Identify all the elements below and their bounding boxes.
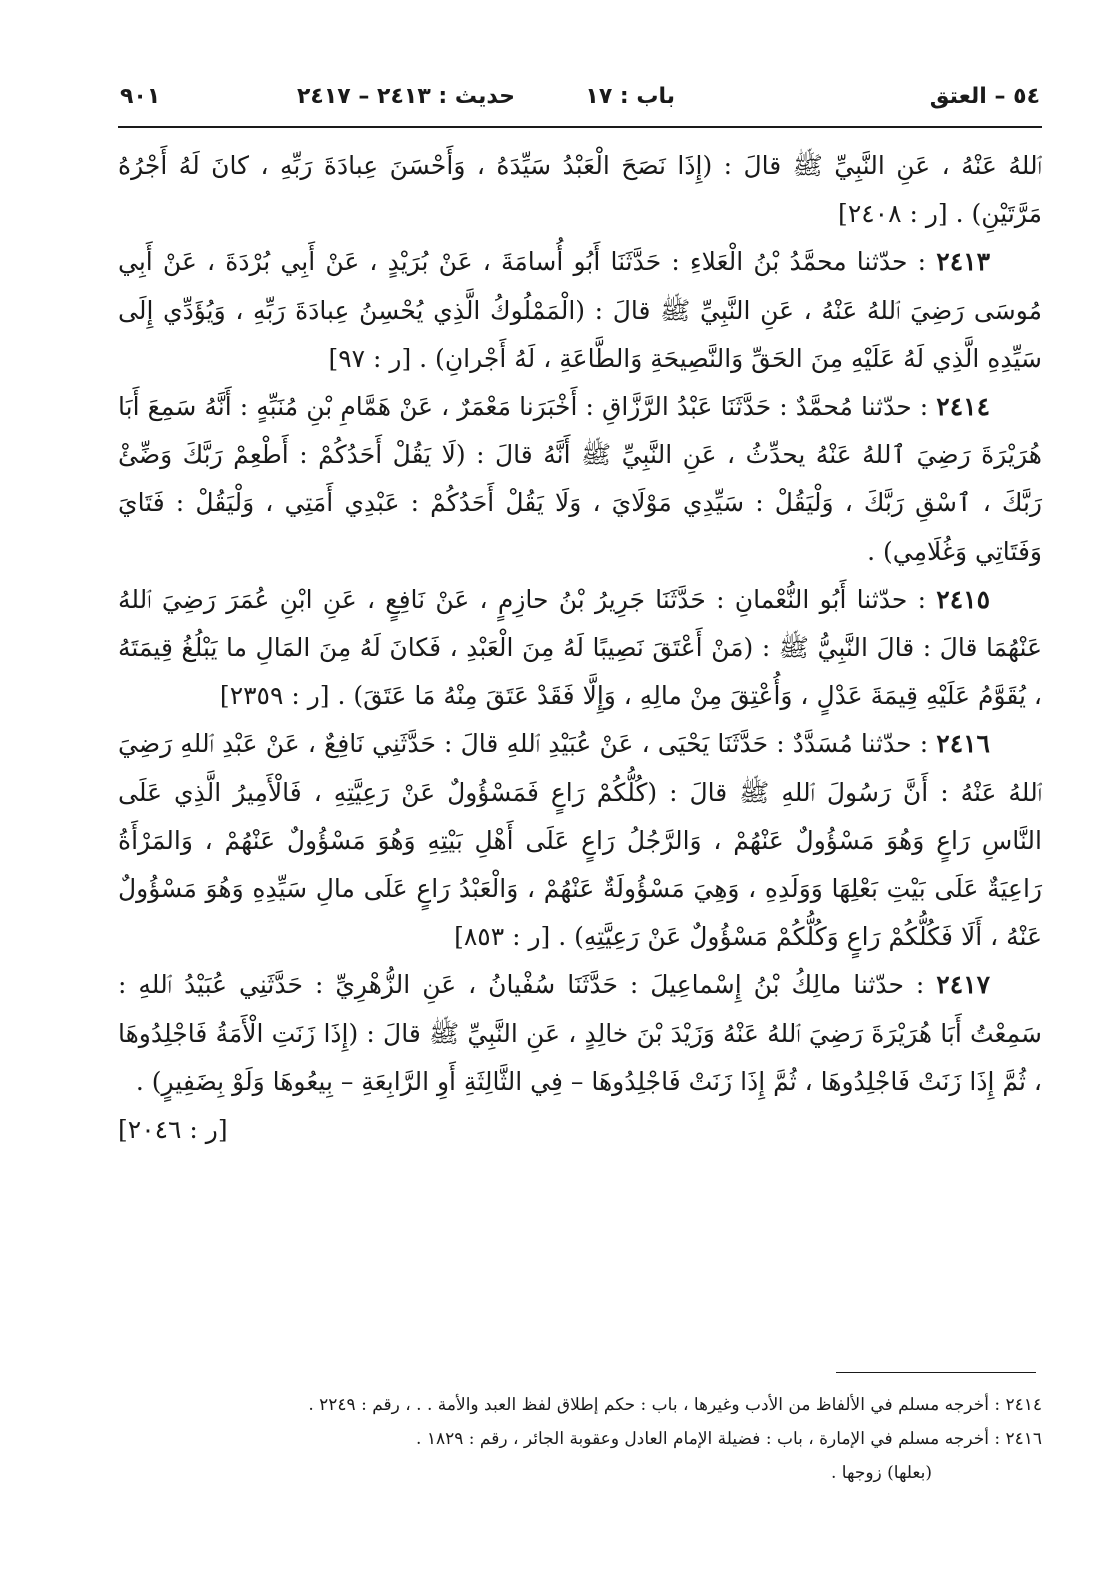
footnote-gloss: (بعلها) زوجها .	[831, 1463, 932, 1483]
footnote-2414: ٢٤١٤ : أخرجه مسلم في الألفاظ من الأدب وغيرها ، باب : حكم إطلاق لفظ العبد والأمة . . ، رقم : ٢٢٤٩ .	[308, 1395, 1042, 1415]
hadith-text: حدّثنا مالِكُ بْنُ إِسْماعِيلَ : حَدَّثَنَا سُفْيانُ ، عَنِ الزُّهْرِيِّ : حَدَّثَنِي عُبَيْدُ ٱللهِ : سَمِعْتُ أَبَا هُرَيْرَةَ رَضِيَ ٱللهُ عَنْهُ وَزَيْدَ بْنَ خالِدٍ ، عَنِ النَّبِيِّ ﷺ قالَ : (إِذَا زَنَتِ الْأَمَةُ فَاجْلِدُوهَا ، ثُمَّ إِذَا زَنَتْ فَاجْلِدُوهَا ، ثُمَّ إِذَا زَنَتْ فَاجْلِدُوهَا – فِي الثَّالِثَةِ أَوِ الرَّابِعَةِ – بِيعُوهَا وَلَوْ بِضَفِيرٍ) .	[118, 970, 1042, 1096]
page-header	[120, 78, 1040, 118]
hadith-2417-reference: [ر : ٢٠٤٦]	[118, 1115, 228, 1145]
header-divider	[118, 126, 1042, 128]
bab-label: باب : ١٧	[585, 84, 675, 109]
main-text	[118, 142, 1042, 1154]
footnote-2416: ٢٤١٦ : أخرجه مسلم في الإمارة ، باب : فضيلة الإمام العادل وعقوبة الجائر ، رقم : ١٨٢٩ .	[416, 1429, 1042, 1449]
hadith-2415: ٢٤١٥ : حدّثنا أَبُو النُّعْمانِ : حَدَّثَنَا جَرِيرُ بْنُ حازِمٍ ، عَنْ نَافِعٍ ، عَنِ ابْنِ عُمَرَ رَضِيَ ٱللهُ عَنْهُمَا قالَ : قالَ النَّبِيُّ ﷺ : (مَنْ أَعْتَقَ نَصِيبًا لَهُ مِنَ الْعَبْدِ ، فَكانَ لَهُ مِنَ المَالِ ما يَبْلُغُ قِيمَتَهُ ، يُقَوَّمُ عَلَيْهِ قِيمَةَ عَدْلٍ ، وَأُعْتِقَ مِنْ مالِهِ ، وَإِلَّا فَقَدْ عَتَقَ مِنْهُ مَا عَتَقَ) . [ر : ٢٣٥٩]	[118, 584, 1042, 711]
footnote-divider	[836, 1372, 1036, 1373]
chapter-title: ٥٤ – العتق	[929, 84, 1040, 109]
hadith-2416: ٢٤١٦ : حدّثنا مُسَدَّدٌ : حَدَّثَنَا يَحْيَى ، عَنْ عُبَيْدِ ٱللهِ قالَ : حَدَّثَنِي نَافِعٌ ، عَنْ عَبْدِ ٱللهِ رَضِيَ ٱللهُ عَنْهُ : أَنَّ رَسُولَ ٱللهِ ﷺ قالَ : (كُلُّكُمْ رَاعٍ فَمَسْؤُولٌ عَنْ رَعِيَّتِهِ ، فَالْأَمِيرُ الَّذِي عَلَى النَّاسِ رَاعٍ وَهُوَ مَسْؤُولٌ عَنْهُمْ ، وَالرَّجُلُ رَاعٍ عَلَى أَهْلِ بَيْتِهِ وَهُوَ مَسْؤُولٌ عَنْهُمْ ، وَالمَرْأَةُ رَاعِيَةٌ عَلَى بَيْتِ بَعْلِهَا وَوَلَدِهِ ، وَهِيَ مَسْؤُولَةٌ عَنْهُمْ ، وَالْعَبْدُ رَاعٍ عَلَى مالِ سَيِّدِهِ وَهُوَ مَسْؤُولٌ عَنْهُ ، أَلَا فَكُلُّكُمْ رَاعٍ وَكُلُّكُمْ مَسْؤُولٌ عَنْ رَعِيَّتِهِ) . [ر : ٨٥٣]	[118, 729, 1043, 952]
hadith-text: حدّثنا محمَّدُ بْنُ الْعَلاءِ : حَدَّثَنَا أَبُو أُسامَةَ ، عَنْ بُرَيْدٍ ، عَنْ أَبِي بُرْدَةَ ، عَنْ أَبِي مُوسَى رَضِيَ ٱللهُ عَنْهُ ، عَنِ النَّبِيِّ ﷺ قالَ : (الْمَمْلُوكُ الَّذِي يُحْسِنُ عِبادَةَ رَبِّهِ ، وَيُؤَدِّي إِلَى سَيِّدِهِ الَّذِي لَهُ عَلَيْهِ مِنَ الحَقِّ وَالنَّصِيحَةِ وَالطَّاعَةِ ، لَهُ أَجْرانِ) . [ر : ٩٧]	[118, 247, 1042, 373]
hadith-range: حديث : ٢٤١٣ – ٢٤١٧	[297, 84, 515, 109]
hadith-2413: ٢٤١٣ : حدّثنا محمَّدُ بْنُ الْعَلاءِ : حَدَّثَنَا أَبُو أُسامَةَ ، عَنْ بُرَيْدٍ ، عَنْ أَبِي بُرْدَةَ ، عَنْ أَبِي مُوسَى رَضِيَ ٱللهُ عَنْهُ ، عَنِ النَّبِيِّ ﷺ قالَ : (الْمَمْلُوكُ الَّذِي يُحْسِنُ عِبادَةَ رَبِّهِ ، وَيُؤَدِّي إِلَى سَيِّدِهِ الَّذِي لَهُ عَلَيْهِ مِنَ الحَقِّ وَالنَّصِيحَةِ وَالطَّاعَةِ ، لَهُ أَجْرانِ) . [ر : ٩٧]	[118, 247, 1042, 373]
hadith-number: ٢٤١٧	[936, 970, 990, 1000]
continuation-paragraph: ٱللهُ عَنْهُ ، عَنِ النَّبِيِّ ﷺ قالَ : (إِذَا نَصَحَ الْعَبْدُ سَيِّدَهُ ، وَأَحْسَنَ عِبادَةَ رَبِّهِ ، كانَ لَهُ أَجْرُهُ مَرَّتَيْنِ) . [ر : ٢٤٠٨]	[118, 151, 1042, 229]
hadith-text: حدّثنا مُحمَّدٌ : حَدَّثَنَا عَبْدُ الرَّزَّاقِ : أَخْبَرَنا مَعْمَرٌ ، عَنْ هَمَّامِ بْنِ مُنَبِّهٍ : أَنَّهُ سَمِعَ أَبَا هُرَيْرَةَ رَضِيَ ٱللهُ عَنْهُ يحدِّثُ ، عَنِ النَّبِيِّ ﷺ أَنَّهُ قالَ : (لَا يَقُلْ أَحَدُكُمْ : أَطْعِمْ رَبَّكَ وَضِّئْ رَبَّكَ ، ٱسْقِ رَبَّكَ ، وَلْيَقُلْ : سَيِّدِي مَوْلَايَ ، وَلَا يَقُلْ أَحَدُكُمْ : عَبْدِي أَمَتِي ، وَلْيَقُلْ : فَتَايَ وَفَتَاتِي وَغُلَامِي) .	[118, 392, 1042, 566]
hadith-number: ٢٤١٣	[936, 247, 990, 277]
hadith-number: ٢٤١٤	[936, 392, 990, 422]
hadith-2417: ٢٤١٧ : حدّثنا مالِكُ بْنُ إِسْماعِيلَ : حَدَّثَنَا سُفْيانُ ، عَنِ الزُّهْرِيِّ : حَدَّثَنِي عُبَيْدُ ٱللهِ : سَمِعْتُ أَبَا هُرَيْرَةَ رَضِيَ ٱللهُ عَنْهُ وَزَيْدَ بْنَ خالِدٍ ، عَنِ النَّبِيِّ ﷺ قالَ : (إِذَا زَنَتِ الْأَمَةُ فَاجْلِدُوهَا ، ثُمَّ إِذَا زَنَتْ فَاجْلِدُوهَا ، ثُمَّ إِذَا زَنَتْ فَاجْلِدُوهَا – فِي الثَّالِثَةِ أَوِ الرَّابِعَةِ – بِيعُوهَا وَلَوْ بِضَفِيرٍ) .	[118, 970, 1042, 1096]
hadith-number: ٢٤١٥	[936, 584, 990, 614]
page-number: ٩٠١	[120, 84, 161, 109]
hadith-text: حدّثنا مُسَدَّدٌ : حَدَّثَنَا يَحْيَى ، عَنْ عُبَيْدِ ٱللهِ قالَ : حَدَّثَنِي نَافِعٌ ، عَنْ عَبْدِ ٱللهِ رَضِيَ ٱللهُ عَنْهُ : أَنَّ رَسُولَ ٱللهِ ﷺ قالَ : (كُلُّكُمْ رَاعٍ فَمَسْؤُولٌ عَنْ رَعِيَّتِهِ ، فَالْأَمِيرُ الَّذِي عَلَى النَّاسِ رَاعٍ وَهُوَ مَسْؤُولٌ عَنْهُمْ ، وَالرَّجُلُ رَاعٍ عَلَى أَهْلِ بَيْتِهِ وَهُوَ مَسْؤُولٌ عَنْهُمْ ، وَالمَرْأَةُ رَاعِيَةٌ عَلَى بَيْتِ بَعْلِهَا وَوَلَدِهِ ، وَهِيَ مَسْؤُولَةٌ عَنْهُمْ ، وَالْعَبْدُ رَاعٍ عَلَى مالِ سَيِّدِهِ وَهُوَ مَسْؤُولٌ عَنْهُ ، أَلَا فَكُلُّكُمْ رَاعٍ وَكُلُّكُمْ مَسْؤُولٌ عَنْ رَعِيَّتِهِ) . [ر : ٨٥٣]	[118, 729, 1043, 952]
hadith-2414: ٢٤١٤ : حدّثنا مُحمَّدٌ : حَدَّثَنَا عَبْدُ الرَّزَّاقِ : أَخْبَرَنا مَعْمَرٌ ، عَنْ هَمَّامِ بْنِ مُنَبِّهٍ : أَنَّهُ سَمِعَ أَبَا هُرَيْرَةَ رَضِيَ ٱللهُ عَنْهُ يحدِّثُ ، عَنِ النَّبِيِّ ﷺ أَنَّهُ قالَ : (لَا يَقُلْ أَحَدُكُمْ : أَطْعِمْ رَبَّكَ وَضِّئْ رَبَّكَ ، ٱسْقِ رَبَّكَ ، وَلْيَقُلْ : سَيِّدِي مَوْلَايَ ، وَلَا يَقُلْ أَحَدُكُمْ : عَبْدِي أَمَتِي ، وَلْيَقُلْ : فَتَايَ وَفَتَاتِي وَغُلَامِي) .	[118, 392, 1042, 566]
hadith-text: حدّثنا أَبُو النُّعْمانِ : حَدَّثَنَا جَرِيرُ بْنُ حازِمٍ ، عَنْ نَافِعٍ ، عَنِ ابْنِ عُمَرَ رَضِيَ ٱللهُ عَنْهُمَا قالَ : قالَ النَّبِيُّ ﷺ : (مَنْ أَعْتَقَ نَصِيبًا لَهُ مِنَ الْعَبْدِ ، فَكانَ لَهُ مِنَ المَالِ ما يَبْلُغُ قِيمَتَهُ ، يُقَوَّمُ عَلَيْهِ قِيمَةَ عَدْلٍ ، وَأُعْتِقَ مِنْ مالِهِ ، وَإِلَّا فَقَدْ عَتَقَ مِنْهُ مَا عَتَقَ) . [ر : ٢٣٥٩]	[118, 584, 1042, 711]
footnotes	[118, 1388, 1042, 1490]
hadith-number: ٢٤١٦	[936, 729, 990, 759]
